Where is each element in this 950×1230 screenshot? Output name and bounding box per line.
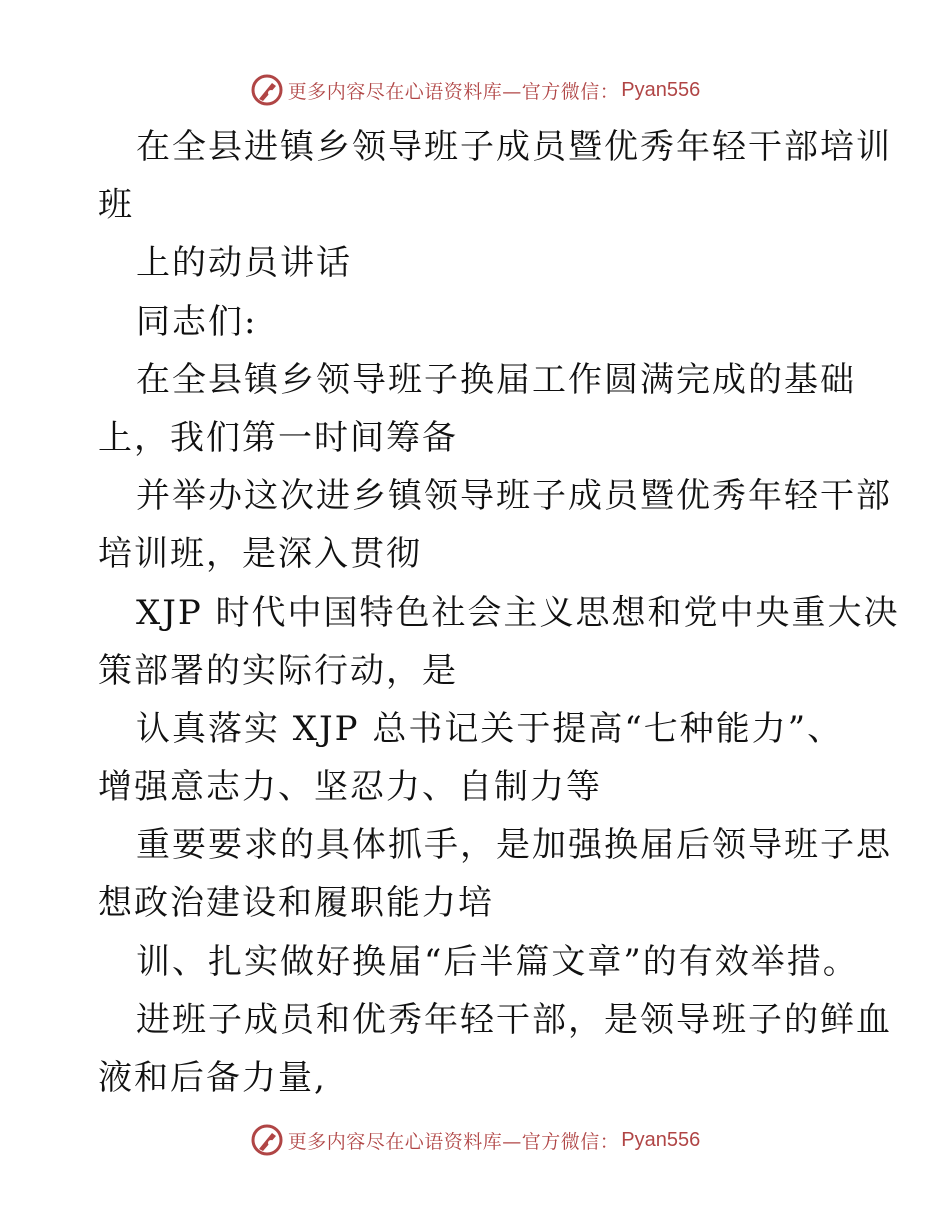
- watermark-handle: Pyan556: [621, 1128, 701, 1151]
- text-line: 在全县镇乡领导班子换届工作圆满完成的基础: [136, 359, 856, 400]
- text-line: 增强意志力、坚忍力、自制力等: [98, 767, 602, 808]
- text-line: 班: [98, 185, 134, 226]
- text-line: 进班子成员和优秀年轻干部，是领导班子的鲜血: [136, 999, 892, 1040]
- watermark-text: 更多内容尽在心语资料库—官方微信：: [287, 80, 620, 103]
- watermark-handle: Pyan556: [621, 78, 701, 101]
- text-line: 训、扎实做好换届“后半篇文章”的有效举措。: [136, 941, 859, 982]
- footer-watermark: [0, 1120, 950, 1160]
- text-line: 并举办这次进乡镇领导班子成员暨优秀年轻干部: [136, 476, 892, 517]
- text-line: 在全县进镇乡领导班子成员暨优秀年轻干部培训: [136, 127, 892, 167]
- document-body: [98, 118, 900, 1107]
- watermark-text: 更多内容尽在心语资料库—官方微信：: [287, 1130, 620, 1153]
- text-line: 液和后备力量,: [98, 1058, 327, 1098]
- text-line: 想政治建设和履职能力培: [98, 883, 494, 924]
- text-line: 策部署的实际行动，是: [98, 650, 458, 691]
- text-line: 上的动员讲话: [136, 243, 352, 284]
- pen-logo-icon: [250, 73, 284, 107]
- pen-logo-icon: [250, 1123, 284, 1157]
- text-line: XJP 时代中国特色社会主义思想和党中央重大决: [136, 592, 900, 633]
- text-line: 上，我们第一时间筹备: [98, 417, 458, 458]
- text-line: 同志们:: [136, 301, 258, 342]
- text-line: 重要要求的具体抓手，是加强换届后领导班子思: [136, 825, 892, 866]
- text-line: 培训班，是深入贯彻: [98, 534, 422, 575]
- text-line: 认真落实 XJP 总书记关于提高“七种能力”、: [136, 708, 844, 749]
- header-watermark: [0, 70, 950, 110]
